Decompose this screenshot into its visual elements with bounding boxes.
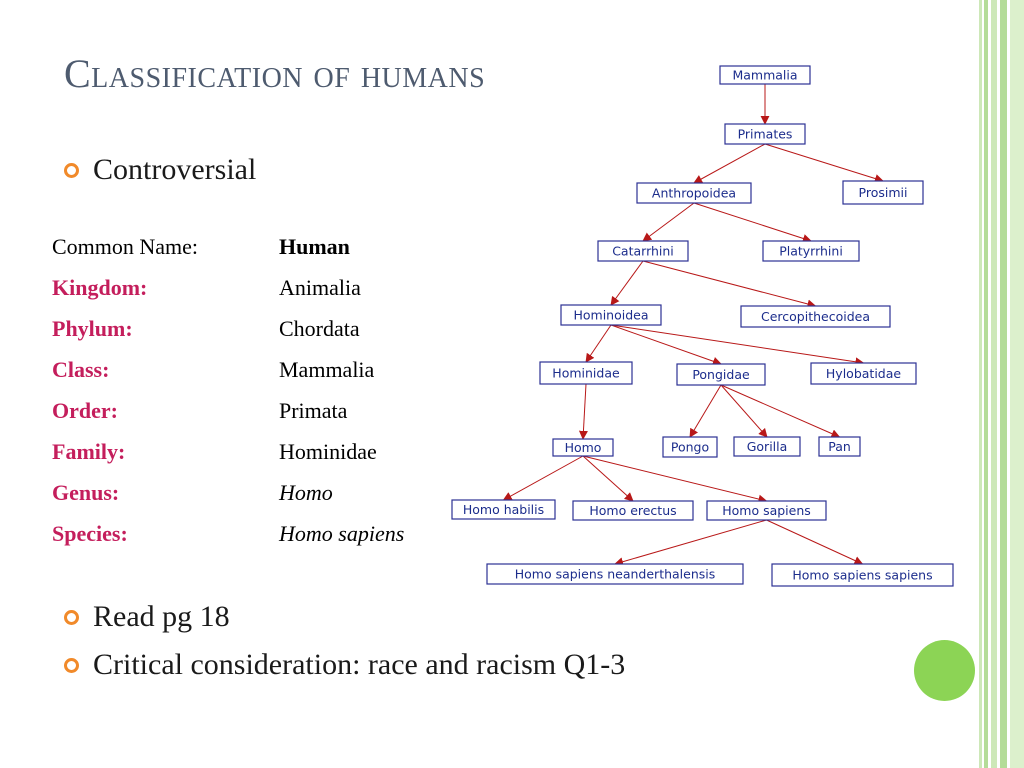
tree-node-homo-sapiens-neanderthalensis bbox=[487, 564, 743, 584]
tree-node-hylobatidae bbox=[811, 363, 916, 384]
taxonomy-label: Common Name: bbox=[52, 234, 199, 259]
taxonomy-label: Class: bbox=[52, 357, 110, 382]
taxonomy-value: Human bbox=[279, 234, 350, 259]
taxonomy-value: Homo bbox=[279, 480, 333, 505]
tree-edge-homo-sapiens-to-homo-sapiens-neanderthalensis bbox=[615, 520, 767, 564]
tree-node-homo-sapiens bbox=[707, 501, 826, 520]
tree-node-anthropoidea bbox=[637, 183, 751, 203]
tree-edge-catarrhini-to-hominoidea bbox=[611, 261, 643, 305]
tree-node-homo bbox=[553, 439, 613, 456]
taxonomy-label: Family: bbox=[52, 439, 126, 464]
tree-node-mammalia bbox=[720, 66, 810, 84]
taxonomy-value: Homo sapiens bbox=[279, 521, 405, 546]
tree-node-label: Homo habilis bbox=[462, 502, 545, 517]
taxonomy-value: Primata bbox=[279, 398, 348, 423]
bullet-text: Controversial bbox=[93, 153, 257, 186]
tree-edge-pongidae-to-pan bbox=[721, 385, 840, 437]
tree-node-label: Primates bbox=[737, 126, 793, 142]
tree-node-catarrhini bbox=[598, 241, 688, 261]
tree-node-homo-habilis bbox=[452, 500, 555, 519]
taxonomy-label: Phylum: bbox=[52, 316, 133, 341]
tree-node-label: Mammalia bbox=[732, 67, 798, 83]
tree-node-label: Homo sapiens sapiens bbox=[792, 567, 933, 583]
tree-node-homo-sapiens-sapiens bbox=[772, 564, 953, 586]
tree-node-label: Pan bbox=[828, 439, 851, 454]
tree-node-label: Prosimii bbox=[858, 185, 908, 200]
tree-edge-homo-to-homo-erectus bbox=[583, 456, 633, 501]
bullet-text: Critical consideration: race and racism Q1-3 bbox=[93, 648, 626, 681]
tree-edge-pongidae-to-pongo bbox=[690, 385, 721, 437]
tree-node-label: Platyrrhini bbox=[779, 243, 843, 259]
tree-node-label: Pongidae bbox=[692, 367, 750, 382]
tree-edge-anthropoidea-to-platyrrhini bbox=[694, 203, 811, 241]
taxonomy-value: Hominidae bbox=[279, 439, 377, 464]
tree-edge-hominoidea-to-pongidae bbox=[611, 325, 721, 364]
tree-nodes bbox=[452, 66, 953, 586]
tree-node-label: Homo sapiens neanderthalensis bbox=[514, 566, 716, 582]
tree-node-label: Homo bbox=[564, 440, 602, 455]
tree-node-pongidae bbox=[677, 364, 765, 385]
tree-node-label: Homo sapiens bbox=[722, 503, 811, 518]
tree-node-gorilla bbox=[734, 437, 800, 456]
tree-edge-hominoidea-to-hylobatidae bbox=[611, 325, 864, 363]
tree-node-label: Hominoidea bbox=[573, 307, 649, 323]
tree-edge-homo-to-homo-habilis bbox=[504, 456, 584, 500]
tree-edge-hominoidea-to-hominidae bbox=[586, 325, 611, 362]
tree-node-hominoidea bbox=[561, 305, 661, 325]
tree-node-prosimii bbox=[843, 181, 923, 204]
tree-node-label: Cercopithecoidea bbox=[760, 309, 871, 324]
taxonomy-label: Species: bbox=[52, 521, 128, 546]
tree-node-pan bbox=[819, 437, 860, 456]
slide-title: Classification of humans bbox=[64, 51, 486, 96]
tree-node-label: Hominidae bbox=[552, 365, 620, 381]
tree-edge-anthropoidea-to-catarrhini bbox=[643, 203, 694, 241]
tree-node-label: Homo erectus bbox=[589, 503, 677, 518]
tree-node-label: Gorilla bbox=[746, 439, 788, 454]
taxonomy-label: Genus: bbox=[52, 480, 120, 505]
tree-node-pongo bbox=[663, 437, 717, 457]
tree-edge-homo-to-homo-sapiens bbox=[583, 456, 767, 501]
taxonomy-value: Animalia bbox=[279, 275, 361, 300]
tree-node-homo-erectus bbox=[573, 501, 693, 520]
tree-node-label: Anthropoidea bbox=[651, 185, 737, 201]
tree-edge-homo-sapiens-to-homo-sapiens-sapiens bbox=[767, 520, 863, 564]
tree-node-platyrrhini bbox=[763, 241, 859, 261]
tree-edge-primates-to-prosimii bbox=[765, 144, 883, 181]
tree-node-primates bbox=[725, 124, 805, 144]
taxonomy-value: Mammalia bbox=[279, 357, 375, 382]
tree-edge-pongidae-to-gorilla bbox=[721, 385, 767, 437]
tree-node-hominidae bbox=[540, 362, 632, 384]
tree-node-label: Catarrhini bbox=[612, 243, 674, 259]
bullet-text: Read pg 18 bbox=[93, 600, 230, 633]
tree-edge-hominidae-to-homo bbox=[583, 384, 586, 439]
tree-edge-primates-to-anthropoidea bbox=[694, 144, 765, 183]
tree-node-label: Pongo bbox=[670, 439, 710, 455]
tree-node-label: Hylobatidae bbox=[825, 366, 902, 381]
tree-edge-catarrhini-to-cercopithecoidea bbox=[643, 261, 816, 306]
tree-node-cercopithecoidea bbox=[741, 306, 890, 327]
taxonomy-value: Chordata bbox=[279, 316, 360, 341]
taxonomy-label: Kingdom: bbox=[52, 275, 148, 300]
taxonomy-label: Order: bbox=[52, 398, 118, 423]
